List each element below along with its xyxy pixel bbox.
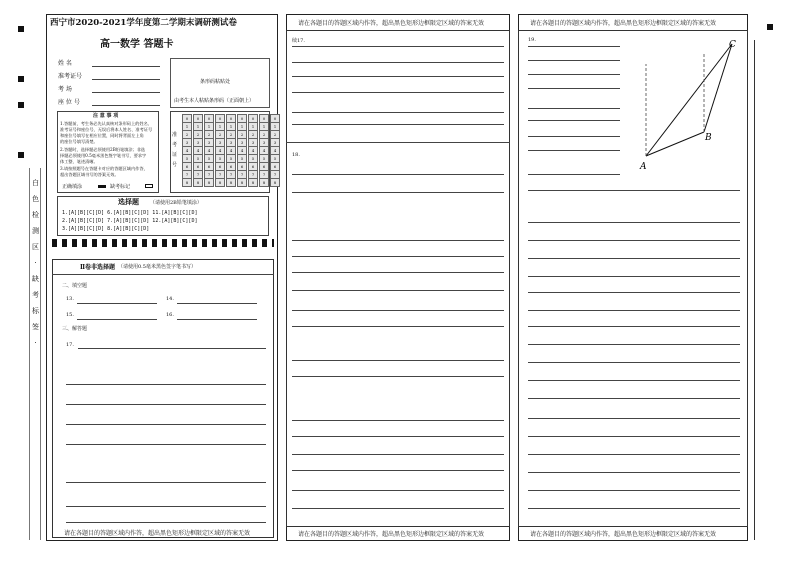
answer-line[interactable] xyxy=(528,108,620,109)
notice-line: 3.请按照题号在答题卡对应的答题区域内作答， xyxy=(60,166,148,171)
answer-line[interactable] xyxy=(292,508,504,509)
field-seat-line[interactable] xyxy=(92,105,160,106)
divider xyxy=(52,274,274,275)
absent-mark-legend: 缺考标记 xyxy=(110,184,131,190)
answer-line[interactable] xyxy=(292,240,504,241)
sheet-title: 西宁市2020-2021学年度第二学期末调研测试卷 xyxy=(50,18,237,28)
answer-line[interactable] xyxy=(292,124,504,125)
exam-no-row[interactable]: 2 2 2 2 2 2 2 2 2 xyxy=(182,130,281,139)
answer-line[interactable] xyxy=(292,76,504,77)
answer-line[interactable] xyxy=(66,444,266,445)
part2-box xyxy=(52,259,274,538)
answer-line[interactable] xyxy=(528,46,620,47)
answer-line[interactable] xyxy=(292,454,504,455)
notice-line: 择题必须使用0.5毫米黑色签字笔书写，要求字 xyxy=(60,153,147,158)
answer-line[interactable] xyxy=(292,192,504,193)
mc-row[interactable]: 3.[A][B][C][D] 8.[A][B][C][D] xyxy=(62,226,150,232)
marker-square xyxy=(18,26,24,32)
answer-line[interactable] xyxy=(66,384,266,385)
marker-square xyxy=(18,152,24,158)
exam-no-row[interactable]: 4 4 4 4 4 4 4 4 4 xyxy=(182,146,281,155)
fill-13-line[interactable] xyxy=(77,303,157,304)
field-exam-no: 准考证号 xyxy=(58,73,83,80)
answer-line[interactable] xyxy=(66,424,266,425)
answer-line[interactable] xyxy=(528,344,740,345)
answer-line[interactable] xyxy=(292,92,504,93)
right-edge-rule xyxy=(754,40,755,540)
answer-line[interactable] xyxy=(528,508,740,509)
exam-no-row[interactable]: 1 1 1 1 1 1 1 1 1 xyxy=(182,122,281,131)
notice-line: 准考证号和座位号，无误后将本人姓名、准考证号 xyxy=(60,127,153,132)
answer-line[interactable] xyxy=(528,490,740,491)
triangle-figure xyxy=(628,34,744,174)
answer-line[interactable] xyxy=(292,174,504,175)
answer-line[interactable] xyxy=(292,490,504,491)
answer-line[interactable] xyxy=(528,418,740,419)
mc-row[interactable]: 1.[A][B][C][D] 6.[A][B][C][D] 11.[A][B][C][D] xyxy=(62,210,198,216)
fill-16: 16. xyxy=(166,312,174,318)
answer-line[interactable] xyxy=(528,472,740,473)
exam-no-row[interactable]: 8 8 8 8 8 8 8 8 8 xyxy=(182,178,281,187)
fill-16-line[interactable] xyxy=(177,319,257,320)
q19-label: 19. xyxy=(528,37,536,43)
fill-sample xyxy=(98,185,106,188)
answer-line[interactable] xyxy=(292,360,504,361)
exam-no-row[interactable]: 3 3 3 3 3 3 3 3 3 xyxy=(182,138,281,147)
answer-line[interactable] xyxy=(528,60,620,61)
barcode-label: 条形码粘贴处 xyxy=(200,79,231,85)
answer-line[interactable] xyxy=(528,276,740,277)
mc-row[interactable]: 2.[A][B][C][D] 7.[A][B][C][D] 12.[A][B][C][D] xyxy=(62,218,198,224)
fill-title: 二、填空题 xyxy=(62,283,88,289)
answer-line[interactable] xyxy=(292,470,504,471)
mc-note: （请使用2B铅笔填涂） xyxy=(150,200,202,206)
answer-line[interactable] xyxy=(528,74,620,75)
answer-line[interactable] xyxy=(66,506,266,507)
answer-line[interactable] xyxy=(528,398,740,399)
answer-line[interactable] xyxy=(528,326,740,327)
answer-line[interactable] xyxy=(528,380,740,381)
exam-no-row[interactable]: 5 5 5 5 5 5 5 5 5 xyxy=(182,154,281,163)
answer-line[interactable] xyxy=(528,258,740,259)
exam-no-row[interactable]: 6 6 6 6 6 6 6 6 6 xyxy=(182,162,281,171)
answer-line[interactable] xyxy=(528,88,620,89)
answer-line[interactable] xyxy=(292,290,504,291)
divider xyxy=(286,142,510,143)
label-a: A xyxy=(640,162,647,172)
exam-no-row[interactable]: 0 0 0 0 0 0 0 0 0 xyxy=(182,114,281,123)
notice-title: 注 意 事 项 xyxy=(93,113,119,119)
answer-line[interactable] xyxy=(528,436,740,437)
sheet-subtitle: 高一数学 答题卡 xyxy=(100,39,174,50)
field-exam-no-line[interactable] xyxy=(92,79,160,80)
solve-title: 三、解答题 xyxy=(62,326,88,332)
exam-no-label: 准考证号 xyxy=(172,132,178,168)
barcode-note: 由考生本人粘贴条形码（正面朝上） xyxy=(174,98,255,104)
fill-14: 14. xyxy=(166,296,174,302)
answer-line[interactable] xyxy=(292,436,504,437)
fill-15-line[interactable] xyxy=(77,319,157,320)
answer-line[interactable] xyxy=(66,522,266,523)
part2-title: Ⅱ卷非选择题 xyxy=(80,264,116,271)
exam-no-row[interactable]: 7 7 7 7 7 7 7 7 7 xyxy=(182,170,281,179)
notice-line: 的座位号填写清楚。 xyxy=(60,139,98,144)
answer-line[interactable] xyxy=(292,272,504,273)
fill-14-line[interactable] xyxy=(177,303,257,304)
answer-line[interactable] xyxy=(528,240,740,241)
answer-line[interactable] xyxy=(292,310,504,311)
fill-15: 15. xyxy=(66,312,74,318)
label-c: C xyxy=(729,40,736,50)
answer-line[interactable] xyxy=(292,46,504,47)
answer-line[interactable] xyxy=(292,62,504,63)
notice-line: 和座位号填写在相应位置，同时将背面左上角 xyxy=(60,133,144,138)
field-name: 姓 名 xyxy=(58,60,72,67)
marker-square xyxy=(767,24,773,30)
timing-bar xyxy=(52,239,274,247)
answer-line[interactable] xyxy=(528,150,620,151)
answer-line[interactable] xyxy=(292,420,504,421)
left-bottom-note: 请在各题目的答题区域内作答，超出黑色矩形边框限定区域的答案无效 xyxy=(64,530,251,537)
field-name-line[interactable] xyxy=(92,66,160,67)
answer-line[interactable] xyxy=(528,120,620,121)
answer-line[interactable] xyxy=(528,190,740,191)
answer-line[interactable] xyxy=(528,292,740,293)
answer-line[interactable] xyxy=(292,376,504,377)
side-text: 白 色 检 测 区 · 缺 考 标 签 · xyxy=(32,179,39,347)
q17-label: 17. xyxy=(66,342,74,348)
right-bottom-note: 请在各题目的答题区域内作答，超出黑色矩形边框限定区域的答案无效 xyxy=(530,531,717,538)
answer-line[interactable] xyxy=(528,454,740,455)
answer-line[interactable] xyxy=(78,348,266,349)
part2-note: （请使用0.5毫米黑色签字笔书写） xyxy=(118,264,196,270)
answer-line[interactable] xyxy=(66,482,266,483)
answer-line[interactable] xyxy=(292,256,504,257)
marker-square xyxy=(18,102,24,108)
field-seat: 座 位 号 xyxy=(58,99,80,106)
fill-correct-legend: 正确填涂 xyxy=(62,184,83,190)
middle-top-note: 请在各题目的答题区域内作答，超出黑色矩形边框限定区域的答案无效 xyxy=(298,20,485,27)
fill-13: 13. xyxy=(66,296,74,302)
answer-line[interactable] xyxy=(292,112,504,113)
answer-line[interactable] xyxy=(528,310,740,311)
notice-line: 超出答题区域书写的答案无效。 xyxy=(60,172,119,177)
q18-label: 18. xyxy=(292,152,300,158)
field-room-line[interactable] xyxy=(92,92,160,93)
answer-line[interactable] xyxy=(528,222,740,223)
marker-square xyxy=(18,76,24,82)
notice-line: 1.答题前，考生务必先认真核对条形码上的姓名、 xyxy=(60,121,152,126)
answer-line[interactable] xyxy=(528,362,740,363)
right-top-note: 请在各题目的答题区域内作答，超出黑色矩形边框限定区域的答案无效 xyxy=(530,20,717,27)
middle-bottom-note: 请在各题目的答题区域内作答，超出黑色矩形边框限定区域的答案无效 xyxy=(298,531,485,538)
notice-line: 体工整、笔迹清晰。 xyxy=(60,159,98,164)
field-room: 考 场 xyxy=(58,86,72,93)
label-b: B xyxy=(705,133,712,143)
mc-title: 选择题 xyxy=(118,197,139,206)
notice-line: 2.答题时，选择题必须使用2B铅笔填涂；非选 xyxy=(60,147,146,152)
answer-line[interactable] xyxy=(528,136,620,137)
middle-answer-area xyxy=(286,30,510,527)
answer-line[interactable] xyxy=(66,404,266,405)
absent-mark-box[interactable] xyxy=(145,184,153,188)
answer-line[interactable] xyxy=(528,174,620,175)
answer-line[interactable] xyxy=(292,326,504,327)
q17-continued: 续17. xyxy=(292,38,305,44)
